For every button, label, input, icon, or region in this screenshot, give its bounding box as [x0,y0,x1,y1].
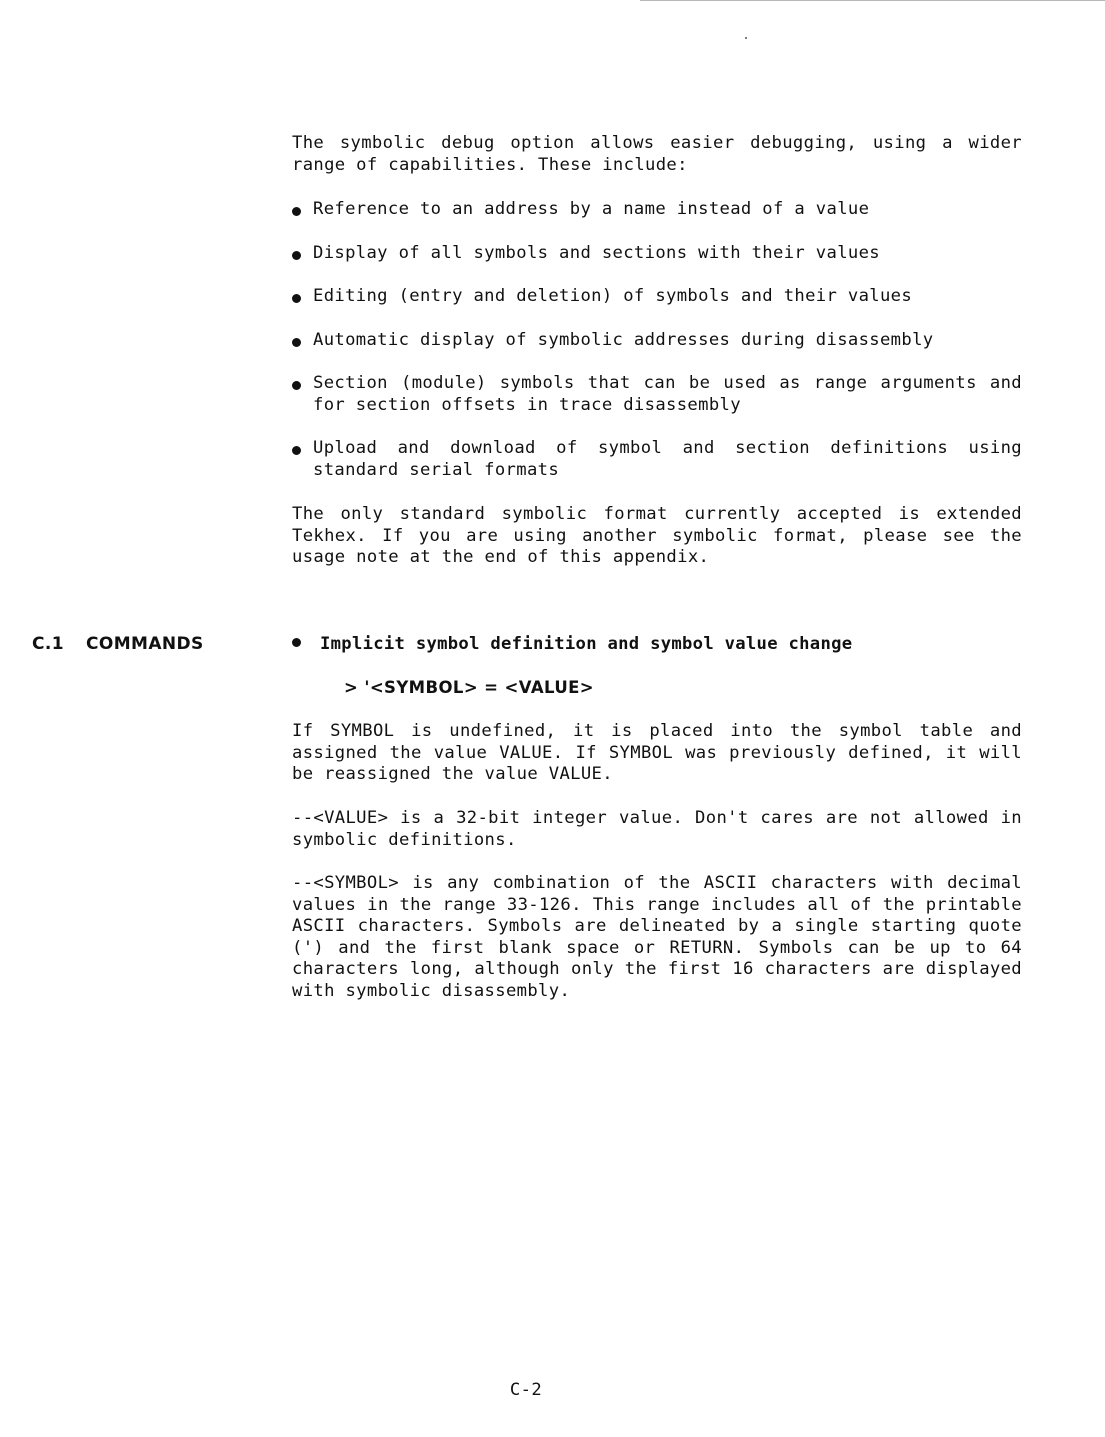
symbol-note: --<SYMBOL> is any combination of the ASCII characters with decimal values in the range 33-126. This range includes all of the printable ASCII characters. Symbols are delineated by a single starting quote (') and the first blank space or RETURN. Symbols can be up to 64 characters long, although only the first 16 characters are displayed with symbolic disassembly. [292,873,1022,1001]
command-title [292,633,852,655]
value-note: --<VALUE> is a 32-bit integer value. Don't cares are not allowed in symbolic definitions. [292,808,1022,850]
section-heading [32,633,204,655]
list-item [292,199,1022,221]
section-number: C.1 [32,634,64,654]
list-item-text: Reference to an address by a name instead of a value [313,199,870,219]
list-item [292,373,1022,416]
bullet-icon [292,638,301,647]
page-number: C-2 [509,1380,543,1400]
capabilities-list [292,199,1022,503]
intro-paragraph: The symbolic debug option allows easier debugging, using a wider range of capabilities. These include: [292,133,1022,175]
bullet-icon [292,294,301,303]
command-description: If SYMBOL is undefined, it is placed into the symbol table and assigned the value VALUE. If SYMBOL was previously defined, it will be reassigned the value VALUE. [292,721,1022,784]
bullet-icon [292,446,301,455]
list-item-text: Section (module) symbols that can be used as range arguments and for section offsets in trace disassembly [313,373,1022,415]
list-item-text: Automatic display of symbolic addresses during disassembly [313,329,934,350]
list-item-text: Display of all symbols and sections with their values [313,242,880,263]
bullet-icon [292,207,301,216]
list-item [292,243,1022,265]
list-item [292,286,1022,308]
format-note-paragraph: The only standard symbolic format currently accepted is extended Tekhex. If you are using another symbolic format, please see the usage note at the end of this appendix. [292,504,1022,567]
list-item [292,330,1022,352]
bullet-icon [292,338,301,347]
list-item-text: Upload and download of symbol and section definitions using standard serial formats [313,438,1022,480]
command-title-text: Implicit symbol definition and symbol value change [320,634,853,654]
section-title: COMMANDS [86,634,204,654]
bullet-icon [292,251,301,260]
command-syntax: > '<SYMBOL> = <VALUE> [344,678,595,697]
scan-edge-rule [640,0,1105,1]
list-item-text: Editing (entry and deletion) of symbols and their values [313,286,913,306]
scan-speck [745,37,747,39]
list-item [292,438,1022,481]
bullet-icon [292,381,301,390]
